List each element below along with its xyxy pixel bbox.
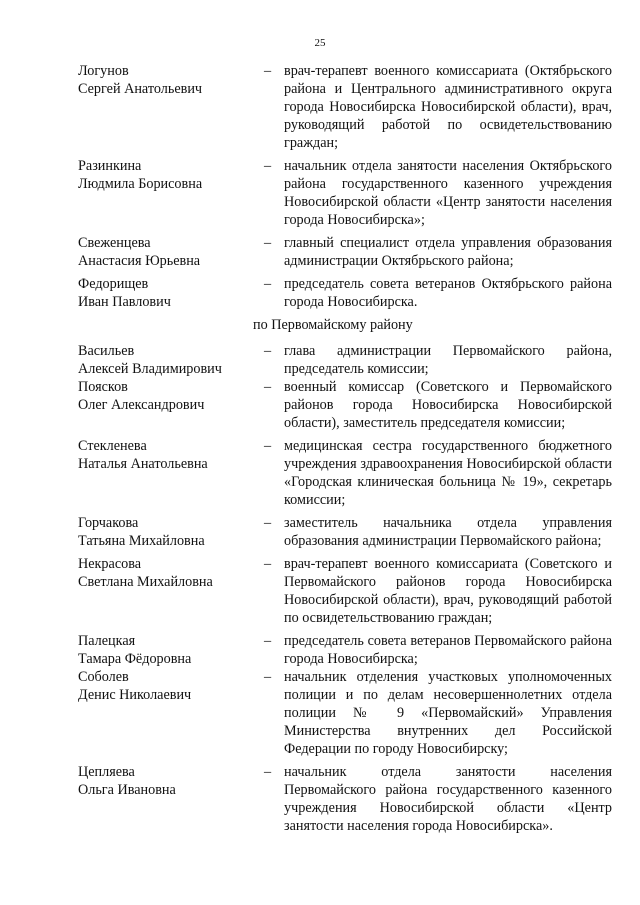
member-surname: Федорищев [78,276,149,292]
member-given-names: Людмила Борисовна [78,176,203,192]
member-name [78,62,264,152]
member-position: начальник отдела занятости населения Первомайского района государственного казенного учреждения Новосибирской области «Центр занятости населения города Новосибирска». [284,764,612,834]
member-position: председатель совета ветеранов Октябрьского района города Новосибирска. [284,276,612,310]
member-position: заместитель начальника отдела управления образования администрации Первомайского района; [284,515,612,549]
dash-separator: – [264,515,272,531]
member-surname: Свеженцева [78,235,151,251]
member-surname: Соболев [78,669,129,685]
member-given-names: Алексей Владимирович [78,361,222,377]
member-given-names: Наталья Анатольевна [78,456,208,472]
member-surname: Разинкина [78,158,142,174]
dash-separator: – [264,764,272,780]
member-entry [78,157,612,229]
member-given-names: Ольга Ивановна [78,782,176,798]
member-entry [78,668,612,758]
member-position: врач-терапевт военного комиссариата (Октябрьского района и Центрального административного округа города Новосибирска Новосибирской области), врач, руководящий работой по освидетельствованию граждан; [284,63,612,151]
member-surname: Стекленева [78,438,147,454]
member-name [78,234,264,270]
dash-separator: – [264,63,272,79]
dash-separator: – [264,343,272,359]
member-given-names: Анастасия Юрьевна [78,253,201,269]
member-entry [78,234,612,270]
member-position: председатель совета ветеранов Первомайского района города Новосибирска; [284,633,612,667]
dash-separator: – [264,235,272,251]
member-entry [78,275,612,311]
member-entry [78,378,612,432]
member-name [78,763,264,835]
member-entry [78,62,612,152]
document-body [78,62,612,840]
dash-separator: – [264,276,272,292]
member-name [78,514,264,550]
member-given-names: Тамара Фёдоровна [78,651,192,667]
dash-separator: – [264,379,272,395]
member-surname: Поясков [78,379,128,395]
member-surname: Горчакова [78,515,139,531]
member-position: начальник отдела занятости населения Октябрьского района государственного казенного учреждения Новосибирской области «Центр занятости населения города Новосибирска»; [284,158,612,228]
dash-separator: – [264,669,272,685]
member-given-names: Светлана Михайловна [78,574,213,590]
member-position: медицинская сестра государственного бюджетного учреждения здравоохранения Новосибирской области «Городская клиническая больница № 19», секретарь комиссии; [284,438,612,508]
member-given-names: Сергей Анатольевич [78,81,203,97]
member-name [78,668,264,758]
member-name [78,275,264,311]
member-name [78,632,264,668]
member-position: глава администрации Первомайского района, председатель комиссии; [284,343,612,377]
member-given-names: Олег Александрович [78,397,205,413]
member-surname: Некрасова [78,556,142,572]
member-surname: Васильев [78,343,135,359]
dash-separator: – [264,438,272,454]
member-given-names: Иван Павлович [78,294,171,310]
member-entry [78,555,612,627]
member-name [78,555,264,627]
member-entry [78,632,612,668]
member-given-names: Татьяна Михайловна [78,533,205,549]
member-name [78,157,264,229]
member-position: военный комиссар (Советского и Первомайского районов города Новосибирска Новосибирской области), заместитель председателя комиссии; [284,379,612,431]
member-surname: Цепляева [78,764,135,780]
member-surname: Палецкая [78,633,136,649]
member-name [78,437,264,509]
member-given-names: Денис Николаевич [78,687,192,703]
member-name [78,378,264,432]
page-number: 25 [314,37,326,49]
member-entry [78,514,612,550]
member-name [78,342,264,378]
member-surname: Логунов [78,63,129,79]
dash-separator: – [264,556,272,572]
dash-separator: – [264,158,272,174]
member-entry [78,763,612,835]
member-position: главный специалист отдела управления образования администрации Октябрьского района; [284,235,612,269]
dash-separator: – [264,633,272,649]
member-position: начальник отделения участковых уполномоченных полиции и по делам несовершеннолетних отдела полиции № 9 «Первомайский» Управления Министерства внутренних дел Российской Федерации по городу Новосибирску; [284,669,612,757]
member-entry [78,342,612,378]
member-position: врач-терапевт военного комиссариата (Советского и Первомайского районов города Новосибирска Новосибирской области), врач, руководящий работой по освидетельствованию граждан; [284,556,612,626]
member-entry [78,437,612,509]
section-heading: по Первомайскому району [253,317,413,333]
